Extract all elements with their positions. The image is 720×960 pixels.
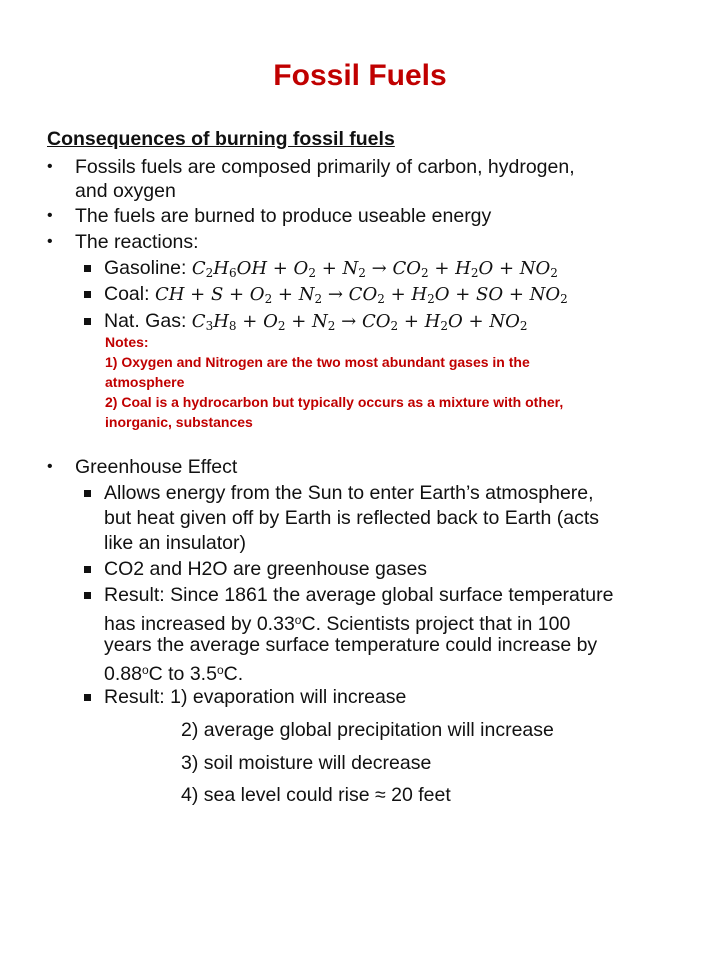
greenhouse-point-3-line1: Result: Since 1861 the average global surface temperature: [104, 584, 614, 606]
bullet-composition-line1: Fossils fuels are composed primarily of carbon, hydrogen,: [75, 156, 575, 178]
reaction-natgas: [104, 309, 527, 338]
square-bullet-icon: [84, 291, 91, 298]
degree-mark: o: [141, 663, 149, 677]
text-segment: C. Scientists project that in 100: [301, 613, 571, 635]
reaction-label: Nat. Gas:: [104, 310, 187, 332]
greenhouse-point-1-line3: like an insulator): [104, 532, 246, 554]
note-1-line2: atmosphere: [105, 374, 185, 390]
square-bullet-icon: [84, 592, 91, 599]
greenhouse-point-1-line1: Allows energy from the Sun to enter Earth’s atmosphere,: [104, 482, 594, 504]
greenhouse-point-2: CO2 and H2O are greenhouse gases: [104, 558, 428, 580]
bullet-dot: •: [47, 207, 53, 224]
bullet-dot: •: [47, 233, 53, 250]
square-bullet-icon: [84, 566, 91, 573]
reaction-label: Gasoline:: [104, 257, 187, 279]
bullet-greenhouse: Greenhouse Effect: [75, 456, 238, 478]
square-bullet-icon: [84, 694, 91, 701]
gasoline-equation: $C_2H_6OH + O_2 + N_2 \to CO_2 + H_2O + NO_2$: [191, 258, 558, 280]
section-heading: Consequences of burning fossil fuels: [47, 128, 395, 150]
result-2: 2) average global precipitation will increase: [181, 719, 554, 741]
text-segment: 0.88: [104, 663, 142, 685]
result-3: 3) soil moisture will decrease: [181, 752, 432, 774]
degree-mark: o: [294, 613, 302, 627]
bullet-composition-line2: and oxygen: [75, 180, 176, 202]
bullet-dot: •: [47, 458, 53, 475]
coal-equation: CH + $S + O_2 + N_2 \to CO_2 + H_2O$ + SO + $NO_2$: [154, 284, 568, 306]
text-segment: has increased by 0.33: [104, 613, 295, 635]
bullet-energy: The fuels are burned to produce useable energy: [75, 205, 492, 227]
greenhouse-point-4: Result: 1) evaporation will increase: [104, 686, 407, 708]
greenhouse-point-1-line2: but heat given off by Earth is reflected back to Earth (acts: [104, 507, 599, 529]
note-1-line1: 1) Oxygen and Nitrogen are the two most abundant gases in the: [105, 354, 530, 370]
note-2-line2: inorganic, substances: [105, 414, 253, 430]
text-segment: C.: [223, 663, 244, 685]
square-bullet-icon: [84, 318, 91, 325]
greenhouse-point-3-line2: [104, 608, 570, 636]
square-bullet-icon: [84, 490, 91, 497]
square-bullet-icon: [84, 265, 91, 272]
text-segment: C to 3.5: [148, 663, 217, 685]
notes-heading: Notes:: [105, 334, 149, 350]
page-title: Fossil Fuels: [273, 59, 447, 92]
bullet-reactions: The reactions:: [75, 231, 199, 253]
natgas-equation: $C_3H_8 + O_2 + N_2 \to CO_2 + H_2O + NO_2$: [191, 311, 528, 333]
degree-mark: o: [216, 663, 224, 677]
reaction-gasoline: [104, 256, 558, 285]
bullet-dot: •: [47, 158, 53, 175]
reaction-coal: [104, 282, 568, 311]
result-4: 4) sea level could rise ≈ 20 feet: [181, 784, 451, 806]
note-2-line1: 2) Coal is a hydrocarbon but typically occurs as a mixture with other,: [105, 394, 564, 410]
reaction-label: Coal:: [104, 283, 150, 305]
greenhouse-point-3-line4: [104, 658, 243, 686]
greenhouse-point-3-line3: years the average surface temperature could increase by: [104, 634, 598, 656]
